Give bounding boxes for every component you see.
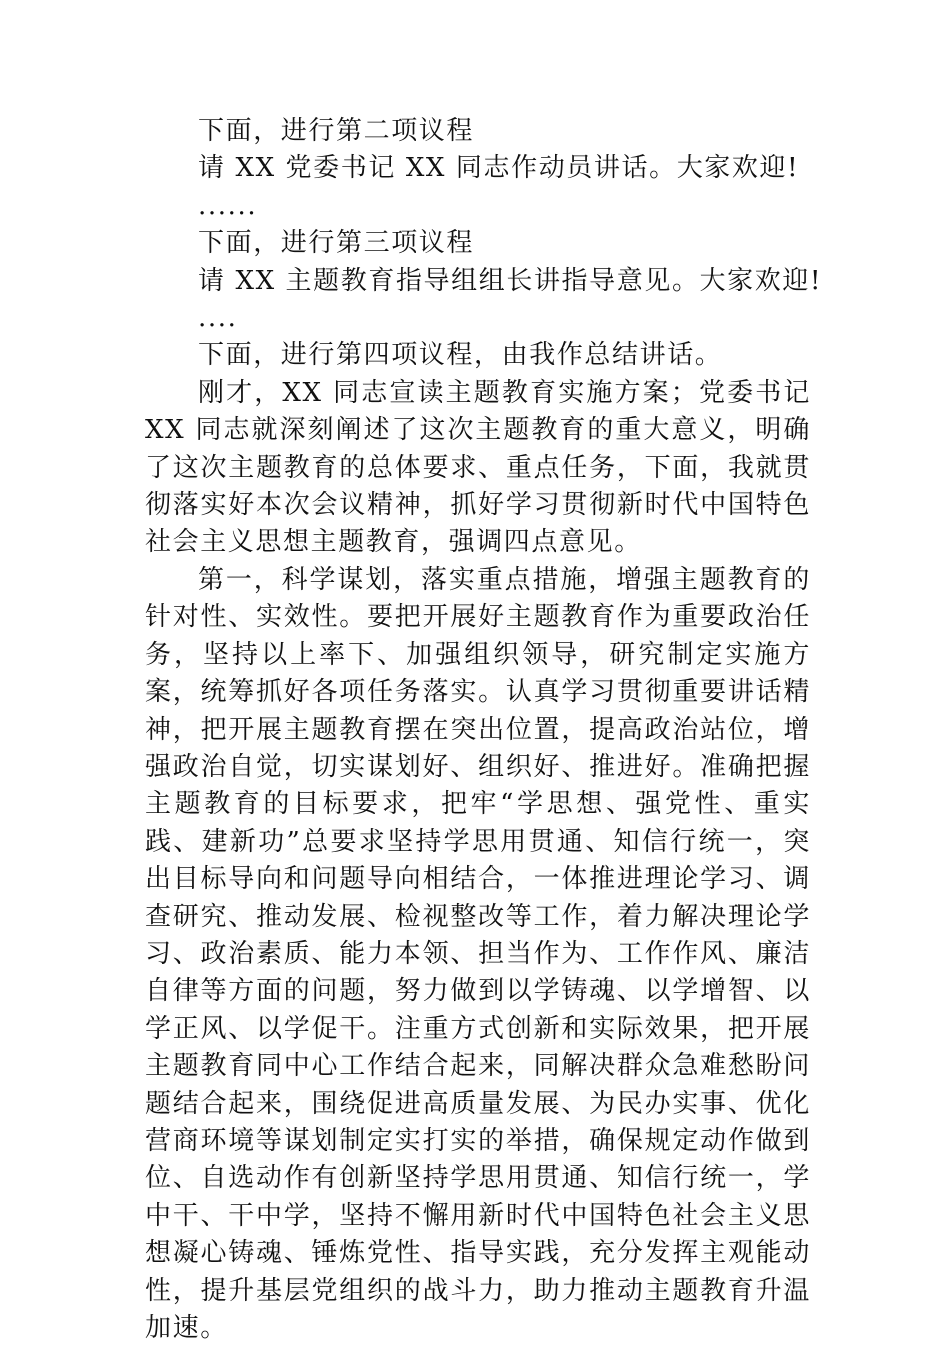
first-point-paragraph: 第一，科学谋划，落实重点措施，增强主题教育的针对性、实效性。要把开展好主题教育作为重要政治任务，坚持以上率下、加强组织领导，研究制定实施方案，统筹抓好各项任务落实。认真学习贯彻重要讲话精神，把开展主题教育摆在突出位置，提高政治站位，增强政治自觉，切实谋划好、组织好、推进好。准确把握主题教育的目标要求，把牢“学思想、强党性、重实践、建新功”总要求坚持学思用贯通、知信行统一，突出目标导向和问题导向相结合，一体推进理论学习、调查研究、推动发展、检视整改等工作，着力解决理论学习、政治素质、能力本领、担当作为、工作作风、廉洁自律等方面的问题，努力做到以学铸魂、以学增智、以学正风、以学促干。注重方式创新和实际效果，把开展主题教育同中心工作结合起来，同解决群众急难愁盼问题结合起来，围绕促进高质量发展、为民办实事、优化营商环境等谋划制定实打实的举措，确保规定动作做到位、自选动作有创新坚持学思用贯通、知信行统一，学中干、干中学，坚持不懈用新时代中国特色社会主义思想凝心铸魂、锤炼党性、指导实践，充分发挥主观能动性，提升基层党组织的战斗力，助力推动主题教育升温加速。 (145, 564, 811, 1343)
document-body (145, 113, 822, 1347)
agenda-item-2: 下面，进行第二项议程 (198, 116, 475, 146)
agenda-item-4: 下面，进行第四项议程，由我作总结讲话。 (198, 340, 723, 371)
agenda-item-3: 下面，进行第三项议程 (198, 228, 475, 259)
ellipsis-1: ...... (198, 190, 258, 221)
summary-paragraph: 刚才，XX 同志宣读主题教育实施方案；党委书记 XX 同志就深刻阐述了这次主题教育的重大意义，明确了这次主题教育的总体要求、重点任务，下面，我就贯彻落实好本次会议精神，抓好学习贯彻新时代中国特色社会主义思想主题教育，强调四点意见。 (145, 377, 811, 558)
speech-invitation-2: 请 XX 主题教育指导组组长讲指导意见。大家欢迎! (198, 265, 822, 296)
speech-invitation-1: 请 XX 党委书记 XX 同志作动员讲话。大家欢迎! (198, 153, 800, 184)
ellipsis-2: .... (198, 303, 238, 334)
